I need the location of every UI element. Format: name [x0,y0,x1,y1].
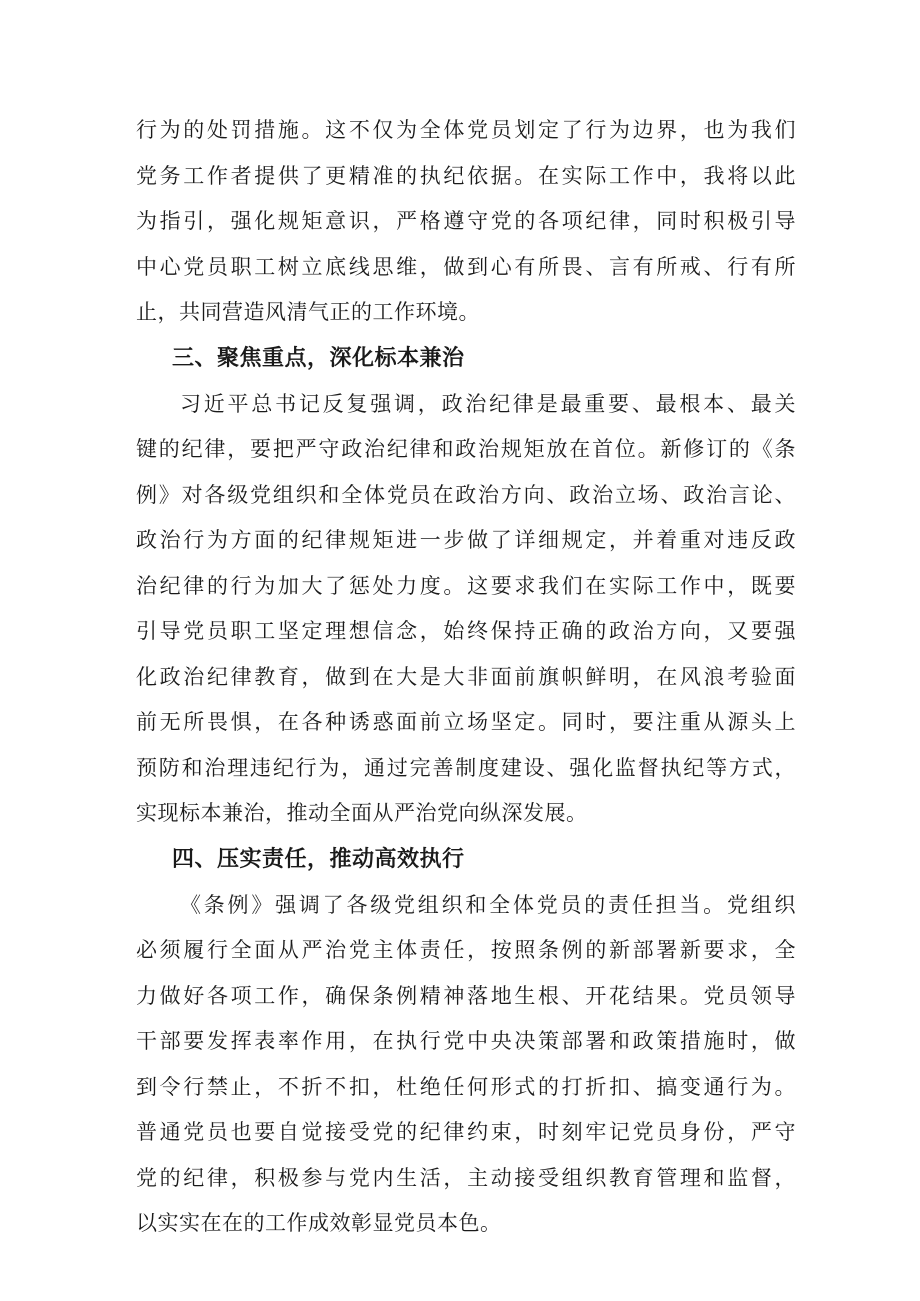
paragraph-line: 到令行禁止，不折不扣，杜绝任何形式的打折扣、搞变通行为。 [136,1074,796,1099]
paragraph-line: 行为的处罚措施。这不仅为全体党员划定了行为边界，也为我们 [136,118,796,142]
section-heading-4: 四、压实责任，推动高效执行 [172,846,465,872]
paragraph-section-3 [136,382,796,837]
paragraph-line: 前无所畏惧，在各种诱惑面前立场坚定。同时，要注重从源头上 [136,710,796,734]
paragraph-line: 习近平总书记反复强调，政治纪律是最重要、最根本、最关 [180,391,796,416]
section-heading-3: 三、聚焦重点，深化标本兼治 [172,345,465,371]
paragraph-line: 必须履行全面从严治党主体责任，按照条例的新部署新要求，全 [136,938,796,962]
paragraph-line: 预防和治理违纪行为，通过完善制度建设、强化监督执纪等方式， [136,755,796,780]
paragraph-line: 干部要发挥表率作用，在执行党中央决策部署和政策措施时，做 [136,1029,796,1053]
paragraph-line: 中心党员职工树立底线思维，做到心有所畏、言有所戒、行有所 [136,254,796,279]
paragraph-line: 党的纪律，积极参与党内生活，主动接受组织教育管理和监督， [136,1165,796,1190]
paragraph-line: 政治行为方面的纪律规矩进一步做了详细规定，并着重对违反政 [136,528,796,552]
document-body [136,108,796,1247]
paragraph-line: 为指引，强化规矩意识，严格遵守党的各项纪律，同时积极引导 [136,209,796,233]
paragraph-section-4 [136,883,796,1247]
paragraph-line: 键的纪律，要把严守政治纪律和政治规矩放在首位。新修订的《条 [136,437,796,461]
paragraph-line: 《条例》强调了各级党组织和全体党员的责任担当。党组织 [180,892,796,917]
paragraph-continued [136,108,796,336]
paragraph-line: 化政治纪律教育，做到在大是大非面前旗帜鲜明，在风浪考验面 [136,664,796,689]
paragraph-line: 实现标本兼治，推动全面从严治党向纵深发展。 [136,801,588,825]
paragraph-line: 力做好各项工作，确保条例精神落地生根、开花结果。党员领导 [136,983,796,1008]
paragraph-line: 引导党员职工坚定理想信念，始终保持正确的政治方向，又要强 [136,619,796,643]
paragraph-line: 止，共同营造风清气正的工作环境。 [136,300,480,324]
paragraph-line: 以实实在在的工作成效彰显党员本色。 [136,1211,502,1235]
paragraph-line: 治纪律的行为加大了惩处力度。这要求我们在实际工作中，既要 [136,573,796,598]
paragraph-line: 普通党员也要自觉接受党的纪律约束，时刻牢记党员身份，严守 [136,1120,796,1144]
paragraph-line: 党务工作者提供了更精准的执纪依据。在实际工作中，我将以此 [136,163,796,188]
paragraph-line: 例》对各级党组织和全体党员在政治方向、政治立场、政治言论、 [136,482,796,507]
